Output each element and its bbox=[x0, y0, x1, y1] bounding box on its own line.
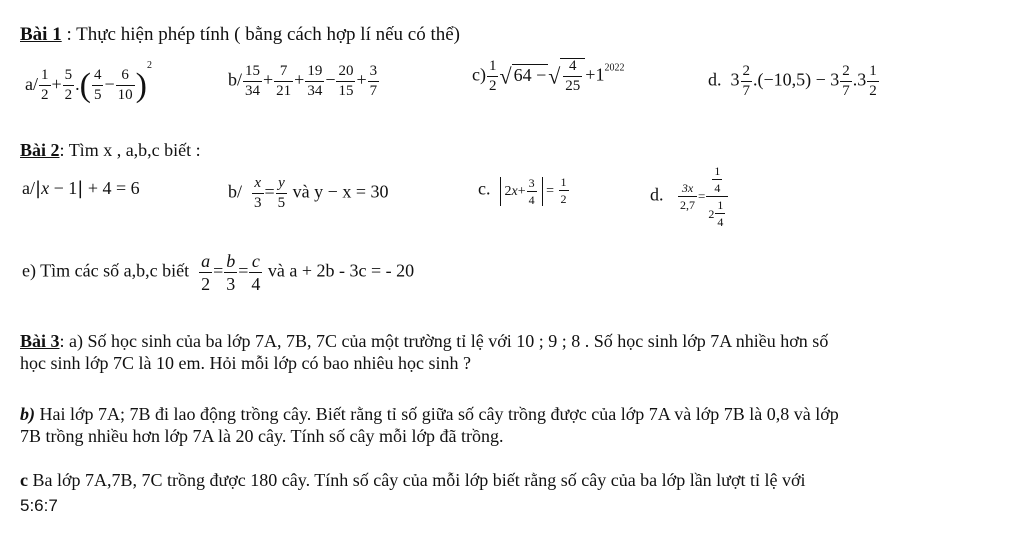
bai2-d-label: d. bbox=[650, 184, 664, 205]
bai1-d: d. 3 $\frac{2}{7}$ .(−10,5) − 3 $\frac{2}{7}$ .3 $\frac{1}{2}$ bbox=[708, 63, 877, 99]
bai1-c-label: c) bbox=[472, 64, 486, 85]
bai2-a-label: a/ bbox=[22, 178, 35, 198]
bai3-a-line1 bbox=[20, 331, 828, 352]
bai3-c-line2 bbox=[20, 496, 58, 516]
bai2-title: Bài 2 bbox=[20, 140, 60, 160]
bai2-b-label: b/ bbox=[228, 181, 243, 202]
bai2-e-tail: và a + 2b - 3c = - 20 bbox=[263, 260, 415, 281]
bai1-instruction: : Thực hiện phép tính ( bằng cách hợp lí nếu có thể) bbox=[61, 24, 460, 45]
bai1-b: b/ $\frac{15}{34}$ + $\frac{7}{21}$ + $\frac{19}{34}$ − $\frac{20}{15}$ + $\frac{3}{7}$ bbox=[228, 63, 378, 99]
bai1-a: a/ $\frac{1}{2}$ + $\frac{5}{2}$ .( $\frac{4}{5}$ − $\frac{6}{10}$ )$^2$ bbox=[25, 60, 152, 104]
bai3-c-text2: 5:6:7 bbox=[20, 496, 58, 515]
bai3-c-text: Ba lớp 7A,7B, 7C trồng được 180 cây. Tính số cây của mỗi lớp biết rằng số cây của ba lớp lần lượt tỉ lệ với bbox=[28, 470, 806, 490]
bai1-heading bbox=[20, 24, 460, 46]
bai2-c: c. 2 x + $\frac{3}{4}$ = $\frac{1}{2}$ bbox=[478, 175, 567, 208]
bai1-a-label: a/ bbox=[25, 74, 38, 94]
bai2-heading bbox=[20, 140, 201, 161]
bai2-a: a/|x − 1| + 4 = 6 bbox=[22, 178, 140, 199]
bai3-a-text2: học sinh lớp 7C là 10 em. Hỏi mỗi lớp có bao nhiêu học sinh ? bbox=[20, 353, 471, 373]
bai2-e: e) Tìm các số a,b,c biết $\frac{a}{2}$ = $\frac{b}{3}$ = $\frac{c}{4}$ và a + 2b - 3c = - 20 bbox=[22, 251, 415, 294]
bai2-b-tail: và y − x = 30 bbox=[288, 181, 389, 202]
bai2-c-label: c. bbox=[478, 178, 491, 199]
bai1-title: Bài 1 bbox=[20, 24, 62, 45]
bai3-a-text: : a) Số học sinh của ba lớp 7A, 7B, 7C của một trường tỉ lệ với 10 ; 9 ; 8 . Số học sinh lớp 7A nhiều hơn số bbox=[59, 331, 829, 351]
bai2-instruction: : Tìm x , a,b,c biết : bbox=[59, 140, 201, 160]
bai3-c-label: c bbox=[20, 470, 28, 490]
bai3-b-line2 bbox=[20, 426, 504, 447]
bai2-a-tail: + 4 = 6 bbox=[87, 178, 140, 198]
bai3-b-text: Hai lớp 7A; 7B đi lao động trồng cây. Biết rằng tỉ số giữa số cây trồng được của lớp 7A và lớp 7B là 0,8 và lớp bbox=[35, 404, 839, 424]
bai3-title: Bài 3 bbox=[20, 331, 60, 351]
bai1-c: c) $\frac{1}{2}$ √ 64 −√ $\frac{4}{25}$ $+1^{2022}$ bbox=[472, 58, 625, 94]
bai3-b-label: b) bbox=[20, 404, 35, 424]
bai1-b-label: b/ bbox=[228, 69, 243, 90]
bai2-d: d. $\frac{3x}{2,7}$ = $\frac{1}{4}$ 2 $\frac{1}{4}$ bbox=[650, 165, 729, 228]
bai3-c-line1 bbox=[20, 470, 805, 491]
bai3-b-line1 bbox=[20, 404, 839, 425]
bai2-b: b/ $\frac{x}{3}$ = $\frac{y}{5}$ và y − x = 30 bbox=[228, 175, 389, 211]
bai3-a-line2 bbox=[20, 353, 471, 374]
bai3-b-text2: 7B trồng nhiều hơn lớp 7A là 20 cây. Tính số cây mỗi lớp đã trồng. bbox=[20, 426, 504, 446]
bai2-e-text: e) Tìm các số a,b,c biết bbox=[22, 260, 190, 281]
bai1-d-label: d. bbox=[708, 69, 722, 90]
